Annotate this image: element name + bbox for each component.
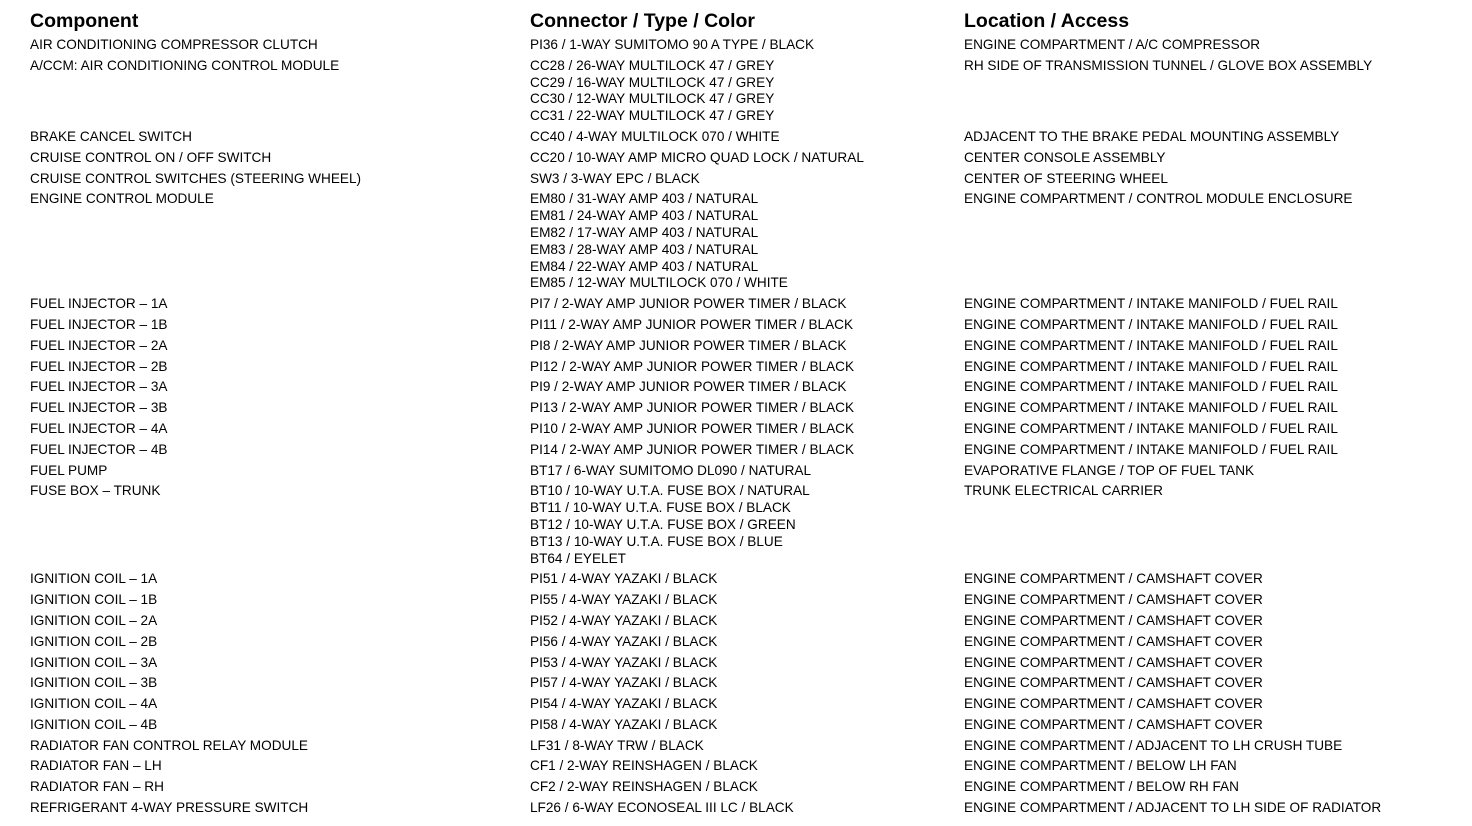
- connector-line: PI11 / 2-WAY AMP JUNIOR POWER TIMER / BLACK: [530, 316, 854, 332]
- connector-line: PI57 / 4-WAY YAZAKI / BLACK: [530, 675, 718, 691]
- component-cell: IGNITION COIL – 1B: [30, 592, 158, 608]
- connector-cell: [530, 613, 964, 630]
- connector-line: LF26 / 6-WAY ECONOSEAL III LC / BLACK: [530, 800, 794, 816]
- connector-cell: [530, 696, 964, 713]
- component-cell: A/CCM: AIR CONDITIONING CONTROL MODULE: [30, 57, 340, 73]
- connector-line: PI36 / 1-WAY SUMITOMO 90 A TYPE / BLACK: [530, 37, 815, 52]
- connector-cell: [530, 379, 964, 396]
- connector-line: PI55 / 4-WAY YAZAKI / BLACK: [530, 592, 718, 608]
- component-cell: RADIATOR FAN – RH: [30, 779, 164, 795]
- connector-line: CC29 / 16-WAY MULTILOCK 47 / GREY: [530, 74, 775, 90]
- connector-cell: [530, 421, 964, 438]
- component-cell: FUEL INJECTOR – 2A: [30, 337, 168, 353]
- location-cell: RH SIDE OF TRANSMISSION TUNNEL / GLOVE BOX ASSEMBLY: [964, 57, 1373, 73]
- table-row: [30, 758, 1450, 775]
- table-row: [30, 442, 1450, 459]
- connector-cell: [530, 758, 964, 775]
- connector-line: PI56 / 4-WAY YAZAKI / BLACK: [530, 633, 718, 649]
- component-cell: FUEL INJECTOR – 4B: [30, 441, 168, 457]
- table-body: [30, 37, 1450, 817]
- component-cell: FUEL INJECTOR – 3A: [30, 379, 168, 395]
- component-cell: FUSE BOX – TRUNK: [30, 483, 161, 499]
- connector-line: BT11 / 10-WAY U.T.A. FUSE BOX / BLACK: [530, 500, 791, 516]
- connector-line: CC30 / 12-WAY MULTILOCK 47 / GREY: [530, 91, 775, 107]
- location-cell: ENGINE COMPARTMENT / CAMSHAFT COVER: [964, 716, 1263, 732]
- connector-line: BT12 / 10-WAY U.T.A. FUSE BOX / GREEN: [530, 516, 796, 532]
- location-cell: ENGINE COMPARTMENT / INTAKE MANIFOLD / FUEL RAIL: [964, 379, 1338, 395]
- connector-cell: [530, 37, 964, 54]
- connector-line: PI13 / 2-WAY AMP JUNIOR POWER TIMER / BLACK: [530, 400, 855, 416]
- location-cell: ENGINE COMPARTMENT / INTAKE MANIFOLD / FUEL RAIL: [964, 337, 1338, 353]
- table-row: [30, 613, 1450, 630]
- connector-cell: [530, 338, 964, 355]
- location-cell: ENGINE COMPARTMENT / CAMSHAFT COVER: [964, 592, 1263, 608]
- location-cell: CENTER CONSOLE ASSEMBLY: [964, 149, 1166, 165]
- component-cell: IGNITION COIL – 1A: [30, 571, 158, 587]
- component-cell: IGNITION COIL – 4A: [30, 696, 158, 712]
- component-cell: FUEL PUMP: [30, 462, 108, 478]
- connector-cell: [530, 400, 964, 417]
- connector-cell: [530, 129, 964, 146]
- table-row: [30, 592, 1450, 609]
- connector-line: PI7 / 2-WAY AMP JUNIOR POWER TIMER / BLACK: [530, 296, 847, 312]
- location-cell: ENGINE COMPARTMENT / CAMSHAFT COVER: [964, 654, 1263, 670]
- connector-cell: [530, 150, 964, 167]
- component-cell: REFRIGERANT 4-WAY PRESSURE SWITCH: [30, 800, 309, 816]
- connector-cell: [530, 58, 964, 125]
- location-cell: ENGINE COMPARTMENT / CAMSHAFT COVER: [964, 571, 1263, 587]
- component-column-header: Component: [30, 10, 139, 32]
- connector-line: PI51 / 4-WAY YAZAKI / BLACK: [530, 571, 718, 587]
- table-row: [30, 634, 1450, 651]
- connector-cell: [530, 571, 964, 588]
- connector-cell: [530, 800, 964, 817]
- location-cell: CENTER OF STEERING WHEEL: [964, 170, 1168, 186]
- component-cell: IGNITION COIL – 3A: [30, 654, 158, 670]
- location-cell: ENGINE COMPARTMENT / INTAKE MANIFOLD / FUEL RAIL: [964, 316, 1338, 332]
- connector-line: BT64 / EYELET: [530, 550, 626, 566]
- component-cell: BRAKE CANCEL SWITCH: [30, 128, 192, 144]
- table-row: [30, 379, 1450, 396]
- table-row: [30, 37, 1450, 54]
- connector-line: PI12 / 2-WAY AMP JUNIOR POWER TIMER / BLACK: [530, 358, 855, 374]
- component-cell: FUEL INJECTOR – 2B: [30, 358, 168, 374]
- location-cell: ADJACENT TO THE BRAKE PEDAL MOUNTING ASSEMBLY: [964, 128, 1340, 144]
- connector-cell: [530, 779, 964, 796]
- component-cell: IGNITION COIL – 3B: [30, 675, 158, 691]
- connector-cell: [530, 296, 964, 313]
- table-row: [30, 359, 1450, 376]
- location-column-header: Location / Access: [964, 10, 1130, 32]
- connector-line: PI8 / 2-WAY AMP JUNIOR POWER TIMER / BLACK: [530, 337, 847, 353]
- table-row: [30, 129, 1450, 146]
- table-row: [30, 171, 1450, 188]
- location-cell: ENGINE COMPARTMENT / BELOW RH FAN: [964, 779, 1239, 795]
- connector-line: EM85 / 12-WAY MULTILOCK 070 / WHITE: [530, 275, 788, 291]
- component-cell: FUEL INJECTOR – 1B: [30, 316, 168, 332]
- connector-cell: [530, 359, 964, 376]
- connector-line: PI54 / 4-WAY YAZAKI / BLACK: [530, 696, 718, 712]
- connector-cell: [530, 738, 964, 755]
- connector-cell: [530, 634, 964, 651]
- connector-line: CC31 / 22-WAY MULTILOCK 47 / GREY: [530, 108, 775, 124]
- table-row: [30, 738, 1450, 755]
- component-cell: RADIATOR FAN – LH: [30, 758, 162, 774]
- location-cell: ENGINE COMPARTMENT / CONTROL MODULE ENCLOSURE: [964, 191, 1353, 207]
- connector-line: EM83 / 28-WAY AMP 403 / NATURAL: [530, 241, 759, 257]
- connector-line: PI58 / 4-WAY YAZAKI / BLACK: [530, 716, 718, 732]
- connector-line: LF31 / 8-WAY TRW / BLACK: [530, 737, 704, 753]
- table-row: [30, 463, 1450, 480]
- table-row: [30, 338, 1450, 355]
- table-row: [30, 150, 1450, 167]
- connector-cell: [530, 317, 964, 334]
- connector-line: SW3 / 3-WAY EPC / BLACK: [530, 170, 700, 186]
- component-cell: IGNITION COIL – 4B: [30, 716, 158, 732]
- table-header: [30, 6, 1450, 32]
- connector-cell: [530, 483, 964, 567]
- location-cell: ENGINE COMPARTMENT / INTAKE MANIFOLD / FUEL RAIL: [964, 358, 1338, 374]
- connector-cell: [530, 717, 964, 734]
- connector-line: CC28 / 26-WAY MULTILOCK 47 / GREY: [530, 57, 775, 73]
- table-row: [30, 317, 1450, 334]
- table-row: [30, 655, 1450, 672]
- connector-line: BT13 / 10-WAY U.T.A. FUSE BOX / BLUE: [530, 533, 783, 549]
- component-cell: FUEL INJECTOR – 3B: [30, 400, 168, 416]
- table-row: [30, 296, 1450, 313]
- component-cell: CRUISE CONTROL ON / OFF SWITCH: [30, 149, 272, 165]
- connector-cell: [530, 171, 964, 188]
- connector-cell: [530, 592, 964, 609]
- connector-line: PI10 / 2-WAY AMP JUNIOR POWER TIMER / BLACK: [530, 420, 855, 436]
- connector-line: CF2 / 2-WAY REINSHAGEN / BLACK: [530, 779, 758, 795]
- location-cell: ENGINE COMPARTMENT / ADJACENT TO LH SIDE OF RADIATOR: [964, 800, 1382, 816]
- component-cell: RADIATOR FAN CONTROL RELAY MODULE: [30, 737, 308, 753]
- connector-table: [30, 6, 1450, 821]
- table-row: [30, 696, 1450, 713]
- component-cell: IGNITION COIL – 2A: [30, 612, 158, 628]
- component-cell: FUEL INJECTOR – 1A: [30, 296, 168, 312]
- connector-line: BT17 / 6-WAY SUMITOMO DL090 / NATURAL: [530, 462, 812, 478]
- connector-column-header: Connector / Type / Color: [530, 10, 755, 32]
- connector-line: EM81 / 24-WAY AMP 403 / NATURAL: [530, 208, 759, 224]
- connector-line: EM80 / 31-WAY AMP 403 / NATURAL: [530, 191, 759, 207]
- location-cell: ENGINE COMPARTMENT / ADJACENT TO LH CRUSH TUBE: [964, 737, 1343, 753]
- connector-line: CC20 / 10-WAY AMP MICRO QUAD LOCK / NATURAL: [530, 149, 864, 165]
- connector-cell: [530, 675, 964, 692]
- component-cell: CRUISE CONTROL SWITCHES (STEERING WHEEL): [30, 170, 362, 186]
- table-row: [30, 571, 1450, 588]
- table-row: [30, 717, 1450, 734]
- connector-cell: [530, 442, 964, 459]
- table-row: [30, 421, 1450, 438]
- connector-cell: [530, 191, 964, 292]
- table-row: [30, 483, 1450, 567]
- connector-line: PI14 / 2-WAY AMP JUNIOR POWER TIMER / BLACK: [530, 441, 855, 457]
- table-row: [30, 779, 1450, 796]
- location-cell: ENGINE COMPARTMENT / BELOW LH FAN: [964, 758, 1237, 774]
- component-cell: ENGINE CONTROL MODULE: [30, 191, 214, 207]
- component-cell: FUEL INJECTOR – 4A: [30, 420, 168, 436]
- table-row: [30, 675, 1450, 692]
- connector-line: BT10 / 10-WAY U.T.A. FUSE BOX / NATURAL: [530, 483, 810, 499]
- table-row: [30, 400, 1450, 417]
- connector-line: EM82 / 17-WAY AMP 403 / NATURAL: [530, 224, 759, 240]
- connector-line: PI53 / 4-WAY YAZAKI / BLACK: [530, 654, 718, 670]
- table-row: [30, 58, 1450, 125]
- location-cell: EVAPORATIVE FLANGE / TOP OF FUEL TANK: [964, 462, 1255, 478]
- connector-line: PI52 / 4-WAY YAZAKI / BLACK: [530, 612, 718, 628]
- connector-line: CC40 / 4-WAY MULTILOCK 070 / WHITE: [530, 128, 780, 144]
- location-cell: ENGINE COMPARTMENT / INTAKE MANIFOLD / FUEL RAIL: [964, 296, 1338, 312]
- connector-line: CF1 / 2-WAY REINSHAGEN / BLACK: [530, 758, 758, 774]
- location-cell: ENGINE COMPARTMENT / CAMSHAFT COVER: [964, 675, 1263, 691]
- component-cell: AIR CONDITIONING COMPRESSOR CLUTCH: [30, 37, 318, 52]
- location-cell: ENGINE COMPARTMENT / INTAKE MANIFOLD / FUEL RAIL: [964, 441, 1338, 457]
- connector-cell: [530, 655, 964, 672]
- component-cell: IGNITION COIL – 2B: [30, 633, 158, 649]
- location-cell: TRUNK ELECTRICAL CARRIER: [964, 483, 1163, 499]
- table-row: [30, 800, 1450, 817]
- location-cell: ENGINE COMPARTMENT / CAMSHAFT COVER: [964, 633, 1263, 649]
- location-cell: ENGINE COMPARTMENT / INTAKE MANIFOLD / FUEL RAIL: [964, 400, 1338, 416]
- table-row: [30, 191, 1450, 292]
- location-cell: ENGINE COMPARTMENT / CAMSHAFT COVER: [964, 612, 1263, 628]
- connector-line: PI9 / 2-WAY AMP JUNIOR POWER TIMER / BLACK: [530, 379, 847, 395]
- location-cell: ENGINE COMPARTMENT / A/C COMPRESSOR: [964, 37, 1261, 52]
- location-cell: ENGINE COMPARTMENT / CAMSHAFT COVER: [964, 696, 1263, 712]
- location-cell: ENGINE COMPARTMENT / INTAKE MANIFOLD / FUEL RAIL: [964, 420, 1338, 436]
- connector-cell: [530, 463, 964, 480]
- connector-line: EM84 / 22-WAY AMP 403 / NATURAL: [530, 258, 759, 274]
